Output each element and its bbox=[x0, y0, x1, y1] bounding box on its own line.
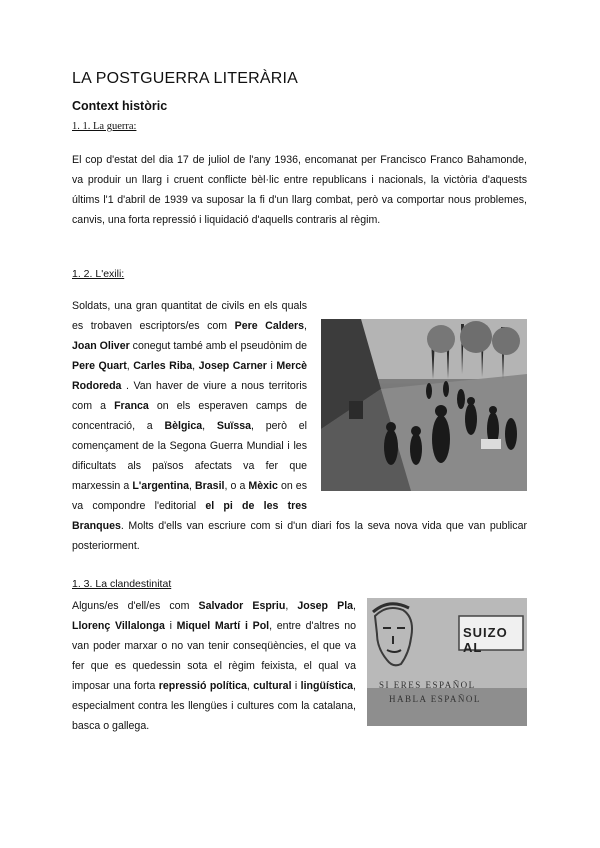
term-cultural: cultural bbox=[253, 680, 292, 692]
country-mexic: Mèxic bbox=[248, 480, 278, 492]
section-heading-clandestinity: 1. 3. La clandestinitat bbox=[72, 578, 172, 590]
text-run: , bbox=[189, 480, 196, 492]
refugees-photo bbox=[321, 319, 527, 491]
text-run: . Van haver de viure a nous territoris com a bbox=[72, 380, 307, 412]
section-subtitle: Context històric bbox=[72, 99, 168, 113]
section-heading-war: 1. 1. La guerra: bbox=[72, 121, 137, 132]
term-political-repression: repressió política bbox=[158, 680, 247, 692]
name-pere-quart: Pere Quart bbox=[72, 360, 127, 372]
text-run: i bbox=[291, 680, 301, 692]
text-run: , entre d'altres no van poder marxar o no van tenir conseqüències, el que va fer que es quedessin sota el règim feixista, el qual va imposar una forta bbox=[72, 620, 356, 692]
name-pere-calders: Pere Calders bbox=[234, 320, 305, 332]
franco-wall-photo bbox=[367, 598, 527, 726]
text-run: , bbox=[246, 680, 254, 692]
text-run: , bbox=[304, 320, 307, 332]
text-run: . Molts d'ells van escriure com si d'un diari fos la seva nova vida que van publicar posteriorment. bbox=[72, 520, 527, 552]
country-argentina: L'argentina bbox=[132, 480, 189, 492]
text-run: , bbox=[202, 420, 217, 432]
wall-sign-text: SUIZO AL bbox=[463, 625, 508, 655]
text-run: on els esperaven camps de concentració, a bbox=[72, 400, 308, 432]
text-run: , bbox=[126, 360, 134, 372]
name-miquel-marti-i-pol: Miquel Martí i Pol bbox=[176, 620, 270, 632]
section-heading-exile: 1. 2. L'exili: bbox=[72, 268, 125, 280]
text-run: Alguns/es d'ell/es com bbox=[72, 600, 199, 612]
text-run: conegut també amb el pseudònim de bbox=[129, 340, 308, 352]
text-run: Soldats, una gran quantitat de civils en els quals es trobaven escriptors/es com bbox=[72, 300, 307, 332]
country-suissa: Suïssa bbox=[216, 420, 252, 432]
refugees-photo-drawing bbox=[321, 319, 527, 491]
franco-wall-drawing bbox=[367, 598, 527, 726]
text-run: , bbox=[192, 360, 199, 372]
text-run: , bbox=[353, 600, 356, 612]
text-run: , o a bbox=[224, 480, 249, 492]
country-brasil: Brasil bbox=[195, 480, 225, 492]
text-run: on es va compondre l'editorial bbox=[72, 480, 307, 512]
name-joan-oliver: Joan Oliver bbox=[72, 340, 130, 352]
text-run: , però el començament de la Segona Guerra Mundial i les dificultats als països afectats va fer que marxessin a bbox=[72, 420, 308, 492]
wall-slogan-line2: HABLA ESPAÑOL bbox=[389, 694, 481, 704]
name-josep-carner: Josep Carner bbox=[198, 360, 267, 372]
paragraph-clandestinity bbox=[72, 596, 356, 736]
name-salvador-espriu: Salvador Espriu bbox=[198, 600, 286, 612]
publisher-name: el pi de les tres Branques bbox=[72, 500, 308, 532]
name-carles-riba: Carles Riba bbox=[133, 360, 193, 372]
country-belgica: Bèlgica bbox=[164, 420, 203, 432]
text-run: , bbox=[285, 600, 298, 612]
name-merce-rodoreda: Mercè Rodoreda bbox=[72, 360, 307, 392]
name-josep-pla: Josep Pla bbox=[297, 600, 354, 612]
page-title: LA POSTGUERRA LITERÀRIA bbox=[72, 70, 298, 87]
name-llorenc-villalonga: Llorenç Villalonga bbox=[72, 620, 165, 632]
text-run: i bbox=[266, 360, 277, 372]
wall-slogan-line1: SI ERES ESPAÑOL bbox=[379, 680, 476, 690]
paragraph-war: El cop d'estat del dia 17 de juliol de l'any 1936, encomanat per Francisco Franco Bahamonde, va produir un llarg i cruent conflicte bèl·lic entre republicans i nacionals, la victòria d'aquests últims l'1 d'abril de 1939 va suposar la fi d'un llarg combat, però va comportar nous problemes, canvis, una forta repressió i liquidació d'aquells contraris al règim. bbox=[72, 154, 527, 226]
term-linguistic: lingüística bbox=[300, 680, 354, 692]
text-run: i bbox=[164, 620, 177, 632]
country-franca: Franca bbox=[114, 400, 149, 412]
text-run: , especialment contra les llengües i cultures com la catalana, basca o gallega. bbox=[72, 680, 356, 732]
